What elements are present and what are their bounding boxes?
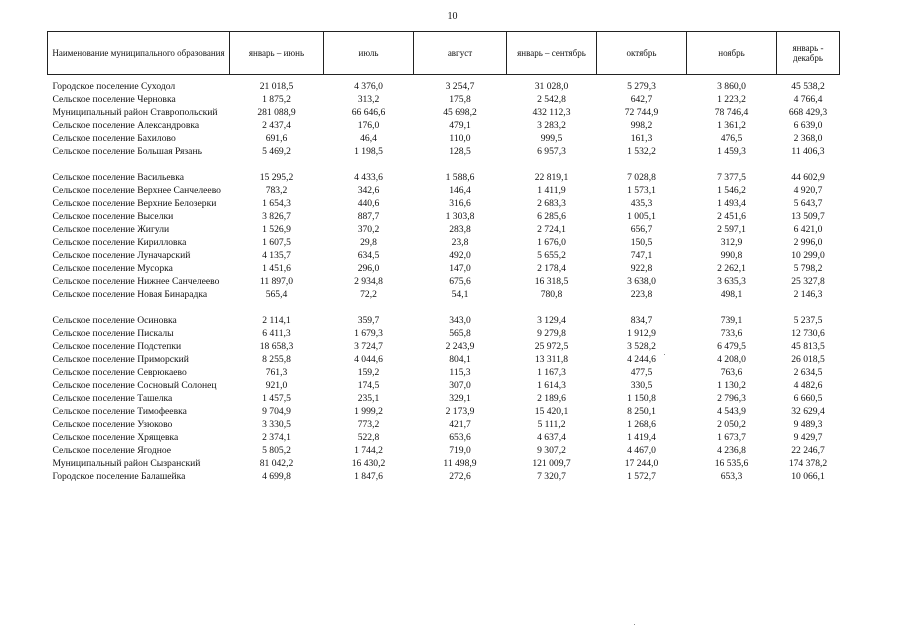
value-cell: 2 262,1 bbox=[717, 263, 746, 274]
value-cell: 675,6 bbox=[449, 276, 471, 287]
value-cell: 9 429,7 bbox=[793, 432, 823, 443]
value-cell: 733,6 bbox=[720, 328, 743, 339]
value-cell: 313,2 bbox=[357, 94, 380, 105]
value-cell: 1 451,6 bbox=[262, 263, 291, 274]
value-cell: 642,7 bbox=[630, 94, 653, 105]
municipality-name-cell: Сельское поселение Бахилово bbox=[52, 133, 176, 144]
scan-speck bbox=[634, 624, 635, 625]
value-cell: 31 028,0 bbox=[534, 81, 569, 92]
value-cell: 4 208,0 bbox=[717, 354, 746, 365]
value-cell: 440,6 bbox=[357, 198, 380, 209]
table-row bbox=[48, 366, 840, 379]
value-cell: 1 457,5 bbox=[262, 393, 291, 404]
table-row bbox=[48, 457, 840, 470]
value-cell: 2 634,5 bbox=[793, 367, 823, 378]
value-cell: 128,5 bbox=[449, 146, 471, 157]
value-cell: 81 042,2 bbox=[259, 458, 294, 469]
municipality-name-cell: Сельское поселение Узюково bbox=[52, 419, 173, 430]
municipality-name-cell: Сельское поселение Севрюкаево bbox=[52, 367, 187, 378]
column-header: январь – июнь bbox=[230, 32, 324, 75]
value-cell: 5 643,7 bbox=[793, 198, 823, 209]
value-cell: 6 421,0 bbox=[793, 224, 823, 235]
table-row bbox=[48, 210, 840, 223]
table-row bbox=[48, 327, 840, 340]
value-cell: 5 469,2 bbox=[262, 146, 291, 157]
value-cell: 5 237,5 bbox=[793, 315, 823, 326]
value-cell: 9 307,2 bbox=[537, 445, 566, 456]
value-cell: 45 538,2 bbox=[791, 81, 825, 92]
value-cell: 2 597,1 bbox=[717, 224, 746, 235]
value-cell: 10 066,1 bbox=[791, 471, 825, 482]
municipality-name-cell: Сельское поселение Кирилловка bbox=[52, 237, 187, 248]
column-header: июль bbox=[324, 32, 414, 75]
value-cell: 3 528,2 bbox=[627, 341, 656, 352]
value-cell: 4 135,7 bbox=[262, 250, 291, 261]
value-cell: 7 377,5 bbox=[717, 172, 746, 183]
value-cell: 16 318,5 bbox=[534, 276, 569, 287]
value-cell: 921,0 bbox=[265, 380, 288, 391]
value-cell: 6 660,5 bbox=[793, 393, 823, 404]
table-row bbox=[48, 470, 840, 483]
value-cell: 3 638,0 bbox=[627, 276, 656, 287]
value-cell: 421,7 bbox=[449, 419, 471, 430]
value-cell: 4 044,6 bbox=[354, 354, 383, 365]
value-cell: 522,8 bbox=[357, 432, 380, 443]
value-cell: 23,8 bbox=[451, 237, 469, 248]
value-cell: 1 607,5 bbox=[262, 237, 291, 248]
value-cell: 4 244,6 bbox=[627, 354, 656, 365]
value-cell: 11 406,3 bbox=[791, 146, 825, 157]
value-cell: 4 482,6 bbox=[793, 380, 823, 391]
value-cell: 4 467,0 bbox=[627, 445, 656, 456]
value-cell: 2 178,4 bbox=[537, 263, 566, 274]
value-cell: 78 746,4 bbox=[714, 107, 749, 118]
value-cell: 922,8 bbox=[630, 263, 653, 274]
value-cell: 761,3 bbox=[265, 367, 288, 378]
value-cell: 6 639,0 bbox=[793, 120, 823, 131]
value-cell: 1 005,1 bbox=[627, 211, 656, 222]
value-cell: 121 009,7 bbox=[532, 458, 571, 469]
value-cell: 7 028,8 bbox=[627, 172, 656, 183]
value-cell: 45 698,2 bbox=[443, 107, 477, 118]
value-cell: 1 654,3 bbox=[262, 198, 291, 209]
value-cell: 72,2 bbox=[360, 289, 377, 300]
value-cell: 176,0 bbox=[357, 120, 380, 131]
value-cell: 1 572,7 bbox=[627, 471, 656, 482]
municipality-name-cell: Муниципальный район Сызранский bbox=[52, 458, 201, 469]
municipality-name-cell: Сельское поселение Верхнее Санчелеево bbox=[52, 185, 221, 196]
value-cell: 719,0 bbox=[449, 445, 471, 456]
value-cell: 5 805,2 bbox=[262, 445, 291, 456]
value-cell: 1 546,2 bbox=[717, 185, 746, 196]
value-cell: 6 285,6 bbox=[537, 211, 566, 222]
value-cell: 26 018,5 bbox=[791, 354, 825, 365]
value-cell: 1 411,9 bbox=[537, 185, 566, 196]
value-cell: 6 411,3 bbox=[262, 328, 291, 339]
value-cell: 316,6 bbox=[449, 198, 471, 209]
value-cell: 2 934,8 bbox=[354, 276, 383, 287]
value-cell: 3 254,7 bbox=[445, 81, 475, 92]
value-cell: 15 295,2 bbox=[259, 172, 294, 183]
value-cell: 21 018,5 bbox=[259, 81, 294, 92]
table-row bbox=[48, 353, 840, 366]
value-cell: 54,1 bbox=[451, 289, 469, 300]
value-cell: 2 542,8 bbox=[537, 94, 566, 105]
value-cell: 5 279,3 bbox=[627, 81, 656, 92]
value-cell: 999,5 bbox=[540, 133, 563, 144]
value-cell: 1 679,3 bbox=[354, 328, 383, 339]
value-cell: 1 361,2 bbox=[717, 120, 746, 131]
value-cell: 2 114,1 bbox=[262, 315, 291, 326]
table-row bbox=[48, 379, 840, 392]
value-cell: 235,1 bbox=[357, 393, 380, 404]
value-cell: 476,5 bbox=[720, 133, 743, 144]
municipality-name-cell: Сельское поселение Нижнее Санчелеево bbox=[52, 276, 220, 287]
value-cell: 435,3 bbox=[630, 198, 653, 209]
municipality-name-cell: Сельское поселение Тимофеевка bbox=[52, 406, 187, 417]
value-cell: 3 724,7 bbox=[354, 341, 383, 352]
municipality-name-cell: Сельское поселение Пискалы bbox=[52, 328, 174, 339]
value-cell: 359,7 bbox=[357, 315, 380, 326]
municipality-name-cell: Сельское поселение Хрящевка bbox=[52, 432, 179, 443]
value-cell: 283,8 bbox=[449, 224, 471, 235]
table-row bbox=[48, 340, 840, 353]
value-cell: 12 730,6 bbox=[791, 328, 825, 339]
value-cell: 2 189,6 bbox=[537, 393, 566, 404]
value-cell: 45 813,5 bbox=[791, 341, 825, 352]
table-row bbox=[48, 431, 840, 444]
scan-speck bbox=[664, 354, 665, 355]
value-cell: 66 646,6 bbox=[351, 107, 386, 118]
value-cell: 296,0 bbox=[357, 263, 380, 274]
value-cell: 656,7 bbox=[630, 224, 653, 235]
table-row bbox=[48, 236, 840, 249]
value-cell: 773,2 bbox=[357, 419, 380, 430]
page-number: 10 bbox=[447, 11, 458, 22]
value-cell: 479,1 bbox=[449, 120, 471, 131]
table-row bbox=[48, 275, 840, 288]
value-cell: 11 897,0 bbox=[259, 276, 294, 287]
value-cell: 18 658,3 bbox=[259, 341, 294, 352]
value-cell: 3 635,3 bbox=[717, 276, 746, 287]
municipality-name-cell: Сельское поселение Приморский bbox=[52, 354, 189, 365]
value-cell: 342,6 bbox=[357, 185, 380, 196]
municipality-name-cell: Сельское поселение Верхние Белозерки bbox=[52, 198, 217, 209]
value-cell: 1 268,6 bbox=[627, 419, 656, 430]
value-cell: 1 532,2 bbox=[627, 146, 656, 157]
value-cell: 1 198,5 bbox=[354, 146, 383, 157]
value-cell: 174,5 bbox=[357, 380, 380, 391]
municipality-name-cell: Городское поселение Суходол bbox=[52, 81, 176, 92]
municipality-name-cell: Сельское поселение Жигули bbox=[52, 224, 170, 235]
table-row bbox=[48, 106, 840, 119]
value-cell: 343,0 bbox=[449, 315, 471, 326]
value-cell: 13 509,7 bbox=[791, 211, 825, 222]
value-cell: 1 573,1 bbox=[627, 185, 656, 196]
value-cell: 25 972,5 bbox=[534, 341, 569, 352]
value-cell: 1 493,4 bbox=[717, 198, 746, 209]
value-cell: 329,1 bbox=[449, 393, 471, 404]
value-cell: 747,1 bbox=[630, 250, 653, 261]
value-cell: 1 588,6 bbox=[445, 172, 475, 183]
municipality-name-cell: Сельское поселение Новая Бинарадка bbox=[52, 289, 208, 300]
value-cell: 834,7 bbox=[630, 315, 653, 326]
value-cell: 653,6 bbox=[449, 432, 471, 443]
municipality-name-cell: Сельское поселение Ягодное bbox=[52, 445, 172, 456]
table-row bbox=[48, 158, 840, 184]
value-cell: 25 327,8 bbox=[791, 276, 825, 287]
table-row bbox=[48, 444, 840, 457]
value-cell: 2 724,1 bbox=[537, 224, 566, 235]
value-cell: 13 311,8 bbox=[534, 354, 569, 365]
table-row bbox=[48, 93, 840, 106]
value-cell: 11 498,9 bbox=[443, 458, 477, 469]
value-cell: 307,0 bbox=[449, 380, 471, 391]
value-cell: 32 629,4 bbox=[791, 406, 825, 417]
value-cell: 4 433,6 bbox=[354, 172, 383, 183]
column-header: Наименование муниципального образования bbox=[48, 32, 230, 75]
value-cell: 887,7 bbox=[357, 211, 380, 222]
table-row bbox=[48, 145, 840, 158]
value-cell: 29,8 bbox=[360, 237, 377, 248]
value-cell: 3 129,4 bbox=[537, 315, 566, 326]
value-cell: 330,5 bbox=[630, 380, 653, 391]
municipality-name-cell: Сельское поселение Большая Рязань bbox=[52, 146, 202, 157]
value-cell: 1 673,7 bbox=[717, 432, 746, 443]
column-header: январь – сентябрь bbox=[507, 32, 597, 75]
value-cell: 1 303,8 bbox=[445, 211, 475, 222]
data-table bbox=[47, 31, 840, 483]
value-cell: 272,6 bbox=[449, 471, 471, 482]
value-cell: 780,8 bbox=[540, 289, 563, 300]
municipality-name-cell: Городское поселение Балашейка bbox=[52, 471, 186, 482]
value-cell: 16 430,2 bbox=[351, 458, 386, 469]
value-cell: 4 920,7 bbox=[793, 185, 823, 196]
value-cell: 1 167,3 bbox=[537, 367, 566, 378]
value-cell: 1 223,2 bbox=[717, 94, 746, 105]
value-cell: 370,2 bbox=[357, 224, 380, 235]
value-cell: 1 459,3 bbox=[717, 146, 746, 157]
municipality-name-cell: Сельское поселение Александровка bbox=[52, 120, 200, 131]
table-row bbox=[48, 197, 840, 210]
value-cell: 15 420,1 bbox=[534, 406, 569, 417]
value-cell: 2 796,3 bbox=[717, 393, 746, 404]
table-body bbox=[48, 75, 840, 484]
column-header: ноябрь bbox=[687, 32, 777, 75]
value-cell: 22 246,7 bbox=[791, 445, 825, 456]
value-cell: 763,6 bbox=[720, 367, 743, 378]
value-cell: 1 419,4 bbox=[627, 432, 656, 443]
value-cell: 2 173,9 bbox=[445, 406, 475, 417]
value-cell: 2 146,3 bbox=[793, 289, 823, 300]
value-cell: 175,8 bbox=[449, 94, 471, 105]
value-cell: 5 655,2 bbox=[537, 250, 566, 261]
municipality-name-cell: Сельское поселение Луначарский bbox=[52, 250, 191, 261]
table-row bbox=[48, 249, 840, 262]
value-cell: 565,8 bbox=[449, 328, 471, 339]
value-cell: 22 819,1 bbox=[534, 172, 569, 183]
value-cell: 668 429,3 bbox=[788, 107, 828, 118]
value-cell: 1 526,9 bbox=[262, 224, 291, 235]
column-header: январь - декабрь bbox=[777, 32, 840, 75]
value-cell: 223,8 bbox=[630, 289, 653, 300]
value-cell: 4 766,4 bbox=[793, 94, 823, 105]
value-cell: 634,5 bbox=[357, 250, 380, 261]
municipality-name-cell: Сельское поселение Васильевка bbox=[52, 172, 184, 183]
value-cell: 1 150,8 bbox=[627, 393, 656, 404]
municipality-name-cell: Муниципальный район Ставропольский bbox=[52, 107, 218, 118]
value-cell: 281 088,9 bbox=[257, 107, 296, 118]
value-cell: 17 244,0 bbox=[624, 458, 659, 469]
value-cell: 146,4 bbox=[449, 185, 471, 196]
value-cell: 44 602,9 bbox=[791, 172, 825, 183]
value-cell: 10 299,0 bbox=[791, 250, 825, 261]
value-cell: 147,0 bbox=[449, 263, 471, 274]
value-cell: 2 050,2 bbox=[717, 419, 746, 430]
value-cell: 4 637,4 bbox=[537, 432, 566, 443]
value-cell: 691,6 bbox=[265, 133, 288, 144]
value-cell: 2 368,0 bbox=[793, 133, 823, 144]
value-cell: 565,4 bbox=[265, 289, 288, 300]
table-row bbox=[48, 392, 840, 405]
value-cell: 3 826,7 bbox=[262, 211, 291, 222]
value-cell: 3 330,5 bbox=[262, 419, 291, 430]
table-row bbox=[48, 405, 840, 418]
value-cell: 6 479,5 bbox=[717, 341, 746, 352]
value-cell: 312,9 bbox=[720, 237, 743, 248]
value-cell: 8 255,8 bbox=[262, 354, 291, 365]
value-cell: 998,2 bbox=[630, 120, 653, 131]
municipality-name-cell: Сельское поселение Сосновый Солонец bbox=[52, 380, 217, 391]
value-cell: 498,1 bbox=[720, 289, 743, 300]
value-cell: 9 279,8 bbox=[537, 328, 566, 339]
table-row bbox=[48, 301, 840, 327]
value-cell: 9 704,9 bbox=[262, 406, 291, 417]
value-cell: 1 875,2 bbox=[262, 94, 291, 105]
table-row bbox=[48, 288, 840, 301]
value-cell: 9 489,3 bbox=[793, 419, 823, 430]
municipality-name-cell: Сельское поселение Ташелка bbox=[52, 393, 173, 404]
value-cell: 174 378,2 bbox=[788, 458, 828, 469]
value-cell: 4 236,8 bbox=[717, 445, 746, 456]
value-cell: 7 320,7 bbox=[537, 471, 566, 482]
value-cell: 783,2 bbox=[265, 185, 288, 196]
value-cell: 5 111,2 bbox=[537, 419, 566, 430]
municipality-name-cell: Сельское поселение Подстепки bbox=[52, 341, 182, 352]
value-cell: 432 112,3 bbox=[532, 107, 571, 118]
value-cell: 653,3 bbox=[720, 471, 743, 482]
value-cell: 1 744,2 bbox=[354, 445, 383, 456]
municipality-name-cell: Сельское поселение Черновка bbox=[52, 94, 176, 105]
value-cell: 6 957,3 bbox=[537, 146, 566, 157]
column-header: октябрь bbox=[597, 32, 687, 75]
value-cell: 16 535,6 bbox=[714, 458, 749, 469]
table-header-row bbox=[48, 32, 840, 75]
value-cell: 4 376,0 bbox=[354, 81, 383, 92]
table-row bbox=[48, 132, 840, 145]
value-cell: 1 676,0 bbox=[537, 237, 566, 248]
value-cell: 46,4 bbox=[360, 133, 377, 144]
table-row bbox=[48, 119, 840, 132]
value-cell: 1 614,3 bbox=[537, 380, 566, 391]
value-cell: 1 847,6 bbox=[354, 471, 383, 482]
value-cell: 1 130,2 bbox=[717, 380, 746, 391]
municipality-name-cell: Сельское поселение Мусорка bbox=[52, 263, 173, 274]
value-cell: 990,8 bbox=[720, 250, 743, 261]
column-header: август bbox=[414, 32, 507, 75]
value-cell: 4 699,8 bbox=[262, 471, 291, 482]
value-cell: 2 437,4 bbox=[262, 120, 291, 131]
value-cell: 2 683,3 bbox=[537, 198, 566, 209]
value-cell: 477,5 bbox=[630, 367, 653, 378]
value-cell: 8 250,1 bbox=[627, 406, 656, 417]
value-cell: 5 798,2 bbox=[793, 263, 823, 274]
table-row bbox=[48, 418, 840, 431]
value-cell: 115,3 bbox=[449, 367, 471, 378]
table-row bbox=[48, 223, 840, 236]
value-cell: 1 912,9 bbox=[627, 328, 656, 339]
value-cell: 2 451,6 bbox=[717, 211, 746, 222]
value-cell: 2 243,9 bbox=[445, 341, 475, 352]
value-cell: 159,2 bbox=[357, 367, 380, 378]
value-cell: 492,0 bbox=[449, 250, 471, 261]
value-cell: 161,3 bbox=[630, 133, 653, 144]
value-cell: 4 543,9 bbox=[717, 406, 746, 417]
value-cell: 3 860,0 bbox=[717, 81, 746, 92]
municipality-name-cell: Сельское поселение Осиновка bbox=[52, 315, 177, 326]
table-row bbox=[48, 184, 840, 197]
table-row bbox=[48, 262, 840, 275]
table-row bbox=[48, 75, 840, 94]
value-cell: 150,5 bbox=[630, 237, 653, 248]
value-cell: 2 996,0 bbox=[793, 237, 823, 248]
value-cell: 110,0 bbox=[449, 133, 471, 144]
value-cell: 72 744,9 bbox=[624, 107, 659, 118]
municipality-name-cell: Сельское поселение Выселки bbox=[52, 211, 174, 222]
value-cell: 3 283,2 bbox=[537, 120, 566, 131]
value-cell: 1 999,2 bbox=[354, 406, 383, 417]
value-cell: 804,1 bbox=[449, 354, 471, 365]
value-cell: 2 374,1 bbox=[262, 432, 291, 443]
value-cell: 739,1 bbox=[720, 315, 743, 326]
